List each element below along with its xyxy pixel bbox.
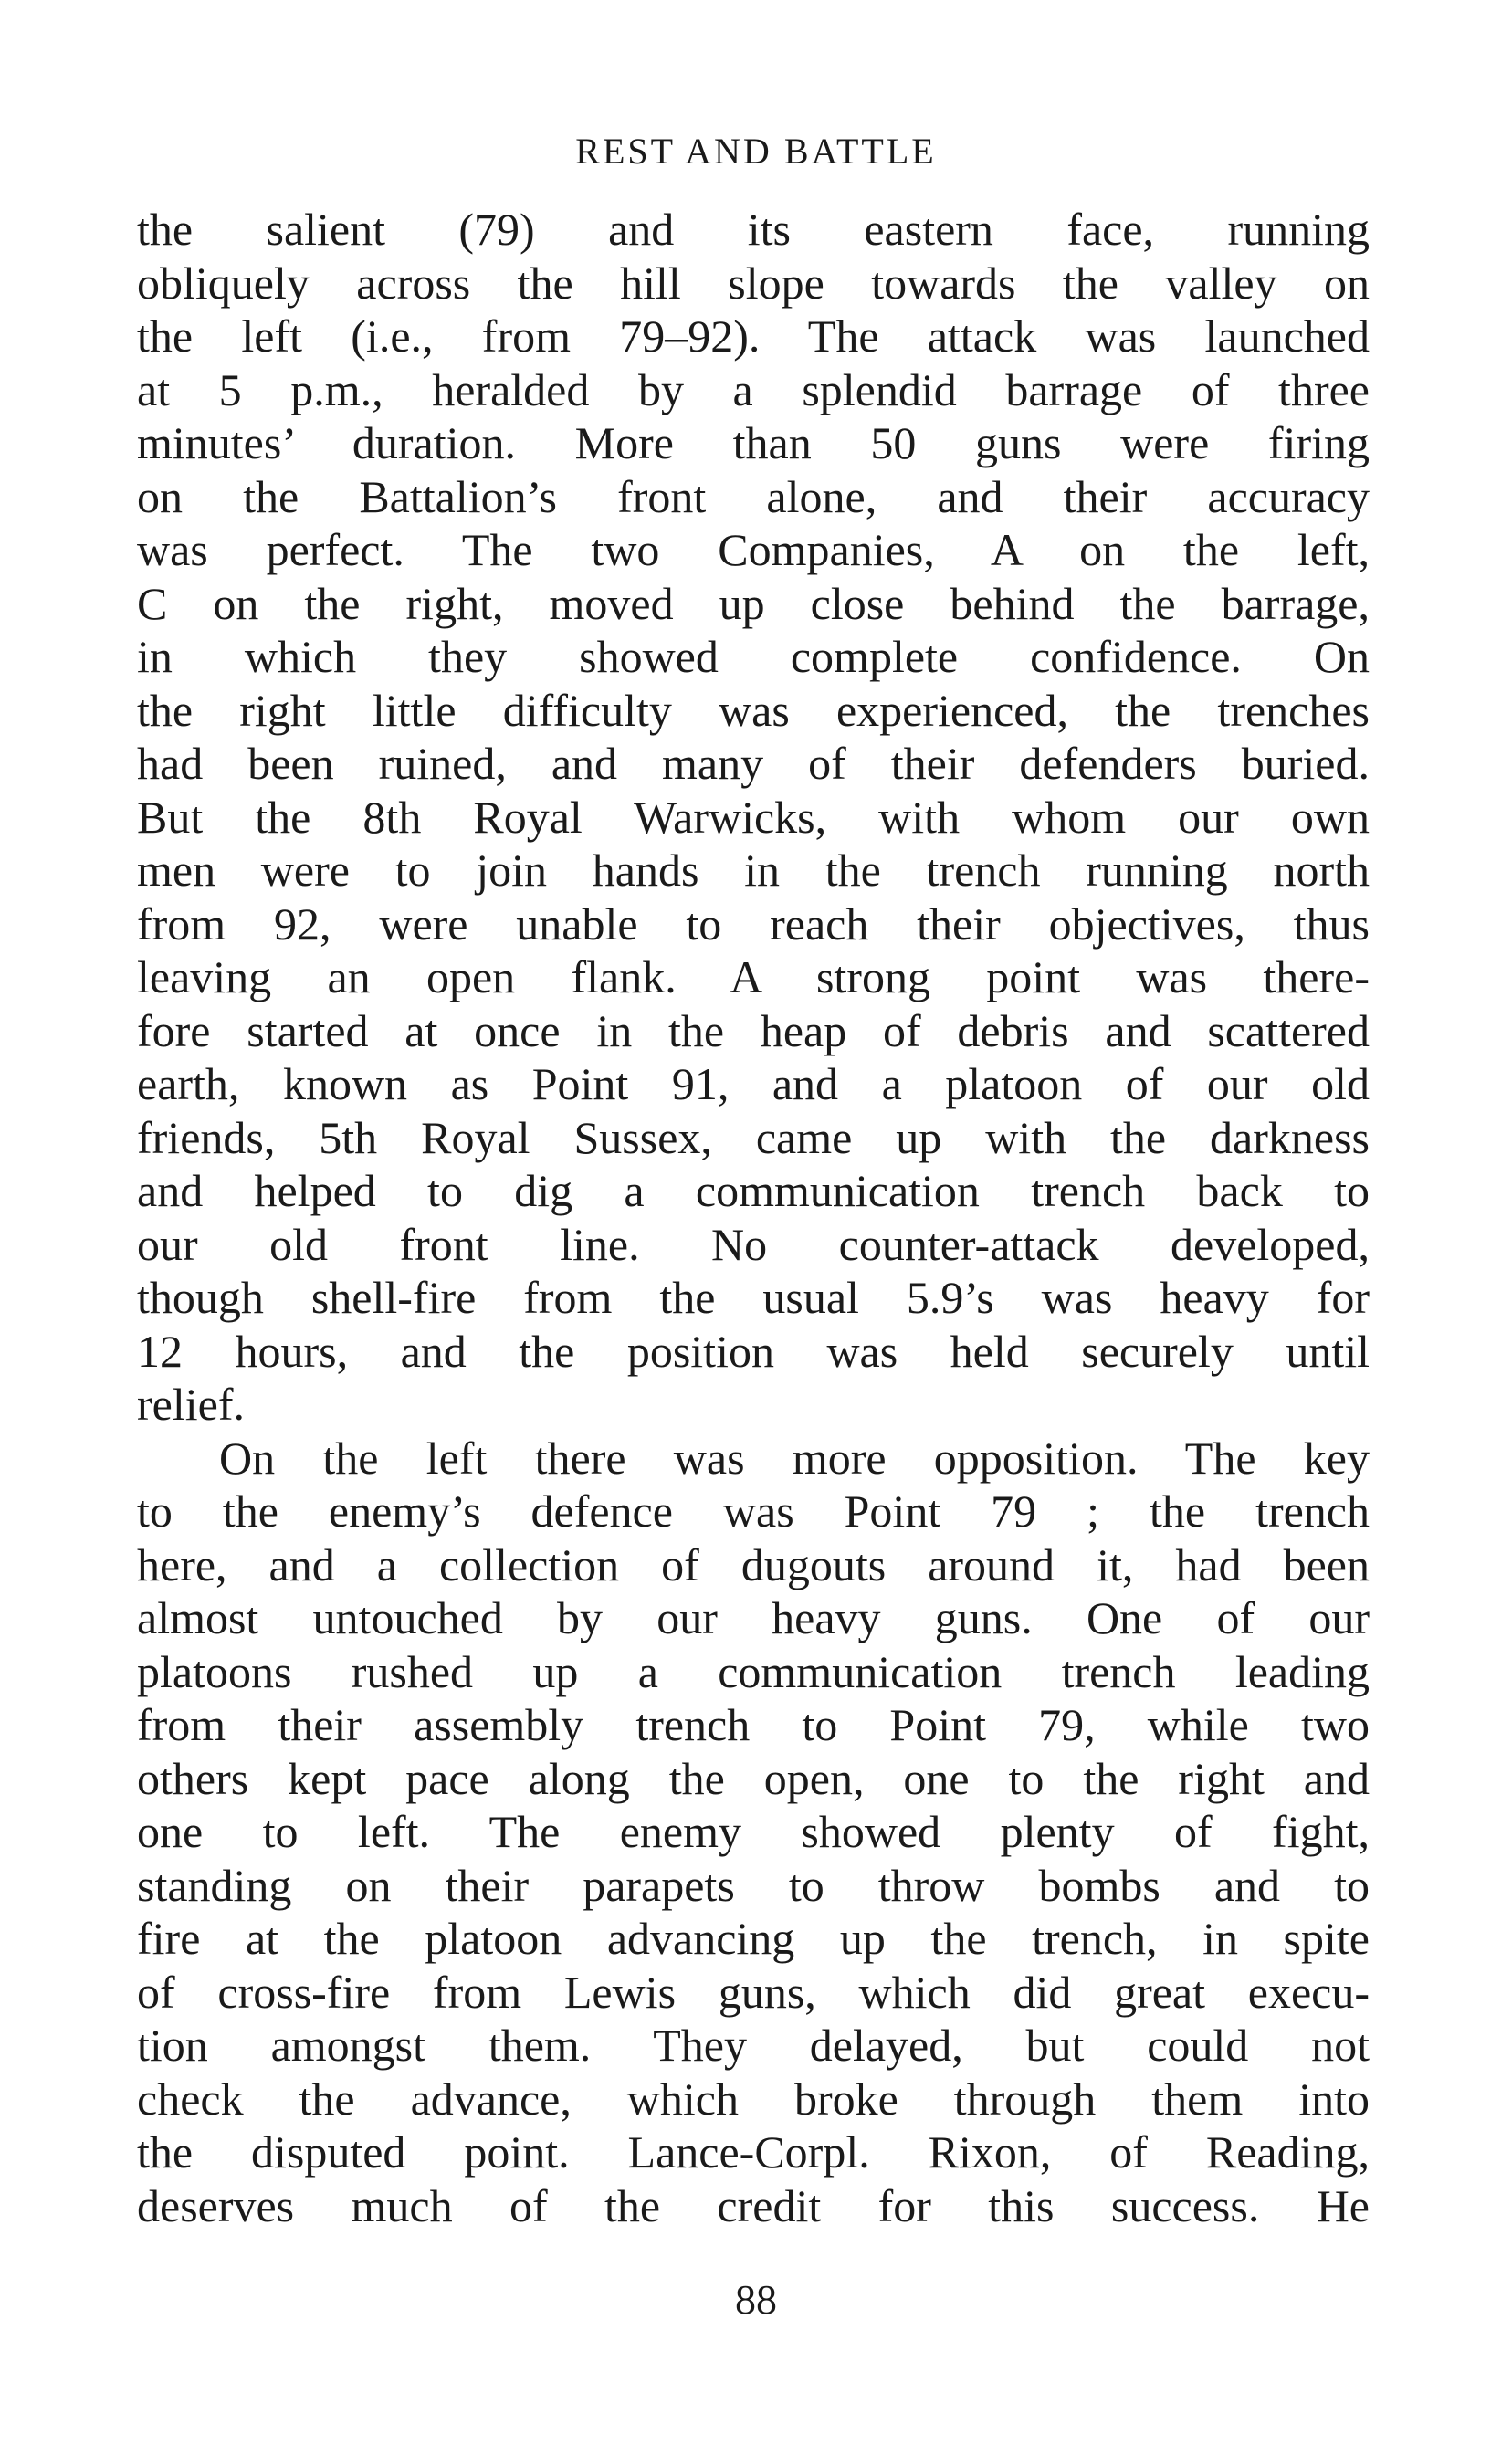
text-line: from their assembly trench to Point 79, while two	[137, 1699, 1370, 1750]
text-line: obliquely across the hill slope towards the valley on	[137, 257, 1370, 309]
text-line: But the 8th Royal Warwicks, with whom our own	[137, 791, 1370, 843]
text-line: fore started at once in the heap of debris and scattered	[137, 1004, 1370, 1056]
text-line: had been ruined, and many of their defenders buried.	[137, 738, 1370, 789]
text-line: 12 hours, and the position was held securely until	[137, 1325, 1370, 1377]
running-head: REST AND BATTLE	[575, 131, 937, 172]
text-line: from 92, were unable to reach their objectives, thus	[137, 897, 1370, 950]
text-line: of cross-fire from Lewis guns, which did great execu-	[137, 1966, 1370, 2018]
page-number: 88	[735, 2276, 777, 2323]
text-line: others kept pace along the open, one to the right and	[137, 1752, 1370, 1804]
text-line: minutes’ duration. More than 50 guns were firing	[137, 417, 1370, 468]
text-line: though shell-fire from the usual 5.9’s was heavy for	[137, 1272, 1370, 1323]
text-line: here, and a collection of dugouts around it, had been	[137, 1538, 1370, 1590]
text-line: friends, 5th Royal Sussex, came up with the darkness	[137, 1111, 1370, 1163]
text-line: at 5 p.m., heralded by a splendid barrage of three	[137, 363, 1370, 415]
text-line: the left (i.e., from 79–92). The attack was launched	[137, 310, 1370, 362]
text-line: to the enemy’s defence was Point 79 ; the trench	[137, 1485, 1370, 1537]
text-line: On the left there was more opposition. The key	[219, 1432, 1370, 1484]
text-line: leaving an open flank. A strong point was there-	[137, 951, 1370, 1002]
text-line: check the advance, which broke through them into	[137, 2073, 1370, 2125]
text-line: almost untouched by our heavy guns. One of our	[137, 1592, 1370, 1643]
text-line: relief.	[137, 1379, 245, 1430]
text-line: earth, known as Point 91, and a platoon of our old	[137, 1058, 1370, 1109]
text-line: in which they showed complete confidence. On	[137, 631, 1370, 682]
text-line: the salient (79) and its eastern face, running	[137, 204, 1370, 255]
body-text	[137, 203, 1370, 2232]
text-line: on the Battalion’s front alone, and their accuracy	[137, 470, 1370, 522]
text-line: fire at the platoon advancing up the trench, in spite	[137, 1913, 1370, 1964]
text-line: platoons rushed up a communication trench leading	[137, 1645, 1370, 1697]
text-line: deserves much of the credit for this success. He	[137, 2179, 1370, 2231]
text-line: was perfect. The two Companies, A on the left,	[137, 524, 1370, 575]
text-line: men were to join hands in the trench running north	[137, 845, 1370, 896]
text-line: the disputed point. Lance-Corpl. Rixon, of Reading,	[137, 2126, 1370, 2178]
text-line: the right little difficulty was experienced, the trenches	[137, 684, 1370, 736]
text-line: C on the right, moved up close behind the barrage,	[137, 577, 1370, 629]
text-line: and helped to dig a communication trench back to	[137, 1165, 1370, 1216]
text-line: standing on their parapets to throw bombs and to	[137, 1859, 1370, 1911]
text-line: our old front line. No counter-attack developed,	[137, 1218, 1370, 1270]
text-line: one to left. The enemy showed plenty of fight,	[137, 1806, 1370, 1857]
text-line: tion amongst them. They delayed, but could not	[137, 2020, 1370, 2071]
